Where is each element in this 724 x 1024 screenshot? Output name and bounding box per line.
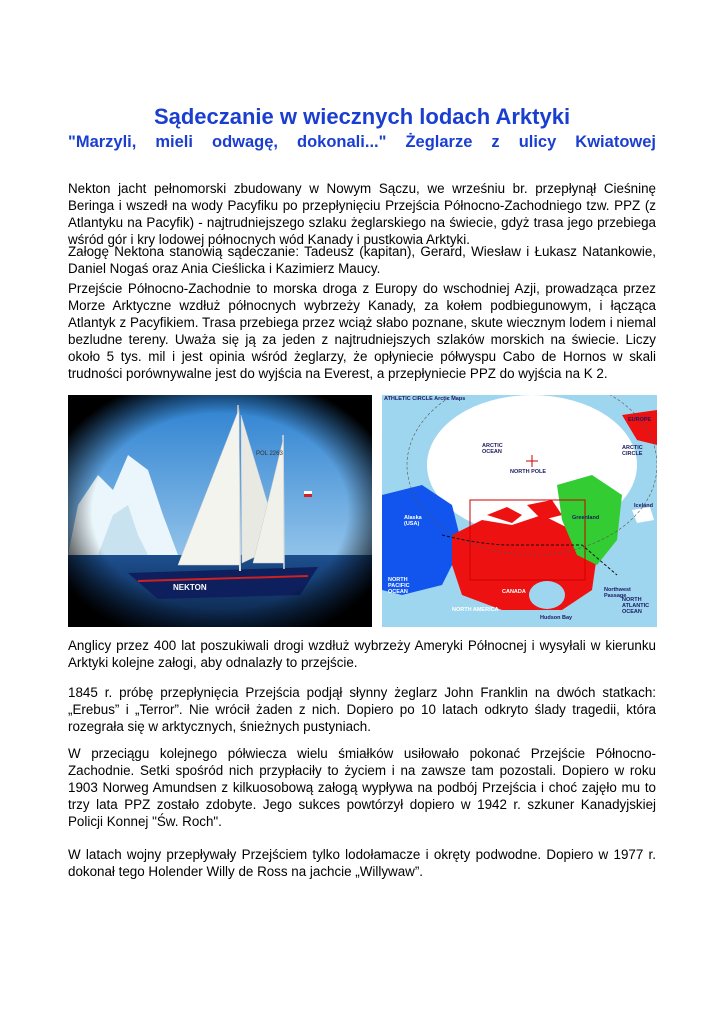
map-label-northwest-passage: Northwest Passage	[604, 587, 631, 599]
map-label-arctic-ocean: ARCTIC OCEAN	[482, 443, 503, 455]
paragraph-intro: Nekton jacht pełnomorski zbudowany w Nowym Sączu, we wrześniu br. przepłynął Cieśninę Beringa i wszedł na wody Pacyfiku po przepłynięciu Przejścia Północno-Zachodniego tzw. PPZ (z Atlantyku na Pacyfik) - najtrudniejszego szlaku żeglarskiego na świecie, gdyż trasa jego przebiega wśród gór i kry lodowej północnych wód Kanady i pustkowia Arktyki.	[68, 181, 656, 247]
map-label-north-pacific: NORTH PACIFIC OCEAN	[388, 577, 410, 595]
map-label-alaska: Alaska (USA)	[404, 515, 422, 527]
map-label-north-america: NORTH AMERICA	[452, 607, 499, 613]
page-title: Sądeczanie w wiecznych lodach Arktyki	[153, 104, 571, 129]
page-subtitle: "Marzyli, mieli odwagę, dokonali..." Żeglarze z ulicy Kwiatowej	[68, 133, 656, 151]
paragraph-amundsen: W przeciągu kolejnego półwiecza wielu śmiałków usiłowało pokonać Przejście Północno-Zachodnie. Setki spośród nich przypłaciły to życiem i na zawsze tam pozostali. Dopiero w roku 1903 Norweg Amundsen z kilkuosobową załogą wypływa na podbój Przejścia i choć zajęło mu to trzy lata PPZ zostało zdobyte. Jego sukces powtórzył dopiero w 1942 r. szkuner Kanadyjskiej Policji Konnej "Św. Roch".	[68, 746, 656, 829]
map-label-iceland: Iceland	[634, 503, 653, 509]
map-label-north-pole: NORTH POLE	[510, 469, 547, 475]
map-label-canada: CANADA	[502, 589, 526, 595]
paragraph-history: Anglicy przez 400 lat poszukiwali drogi wzdłuż wybrzeży Ameryki Północnej i wysyłali w kierunku Arktyki kolejne załogi, aby odnalazły to przejście.	[68, 638, 656, 670]
map-copyright: ATHLETIC CIRCLE Arctic Maps	[384, 396, 466, 402]
paragraph-franklin: 1845 r. próbę przepłynięcia Przejścia podjął słynny żeglarz John Franklin na dwóch statkach: „Erebus” i „Terror”. Nie wrócił żaden z nich. Dopiero po 10 latach odkryto ślady tragedii, która rozegrała się w arktycznych, śnieżnych pustyniach.	[68, 685, 656, 734]
paragraph-war-years: W latach wojny przepływały Przejściem tylko lodołamacze i okręty podwodne. Dopiero w 1977 r. dokonał tego Holender Willy de Ross na jachcie „Willywaw”.	[68, 847, 656, 879]
map-label-europe: EUROPE	[628, 417, 652, 423]
arctic-map	[382, 395, 657, 627]
paragraph-crew: Załogę Nektona stanowią sądeczanie: Tadeusz (kapitan), Gerard, Wiesław i Łukasz Natankowie, Daniel Nogaś oraz Ania Cieślicka i Kazimierz Maucy.	[68, 244, 656, 276]
map-label-greenland: Greenland	[572, 515, 600, 521]
map-label-arctic-circle: ARCTIC CIRCLE	[622, 445, 643, 457]
paragraph-passage: Przejście Północno-Zachodnie to morska droga z Europy do wschodniej Azji, prowadząca przez Morze Arktyczne wzdłuż północnych wybrzeży Kanady, za kołem podbiegunowym, i łącząca Atlantyk z Pacyfikiem. Trasa przebiega przez wciąż słabo poznane, skute wiecznym lodem i niemal bezludne tereny. Uważa się ją za jeden z najtrudniejszych szlaków morskich na świecie. Liczy około 5 tys. mil i jest opinia wśród żeglarzy, że opłyniecie półwyspu Cabo de Hornos w skali trudności porównywalne jest do wyjścia na Everest, a przepłyniecie PPZ do wyjścia na K 2.	[68, 281, 656, 381]
map-label-hudson-bay: Hudson Bay	[540, 615, 573, 621]
map-label-north-atlantic: NORTH ATLANTIC OCEAN	[622, 597, 650, 615]
yacht-photo	[68, 395, 372, 627]
